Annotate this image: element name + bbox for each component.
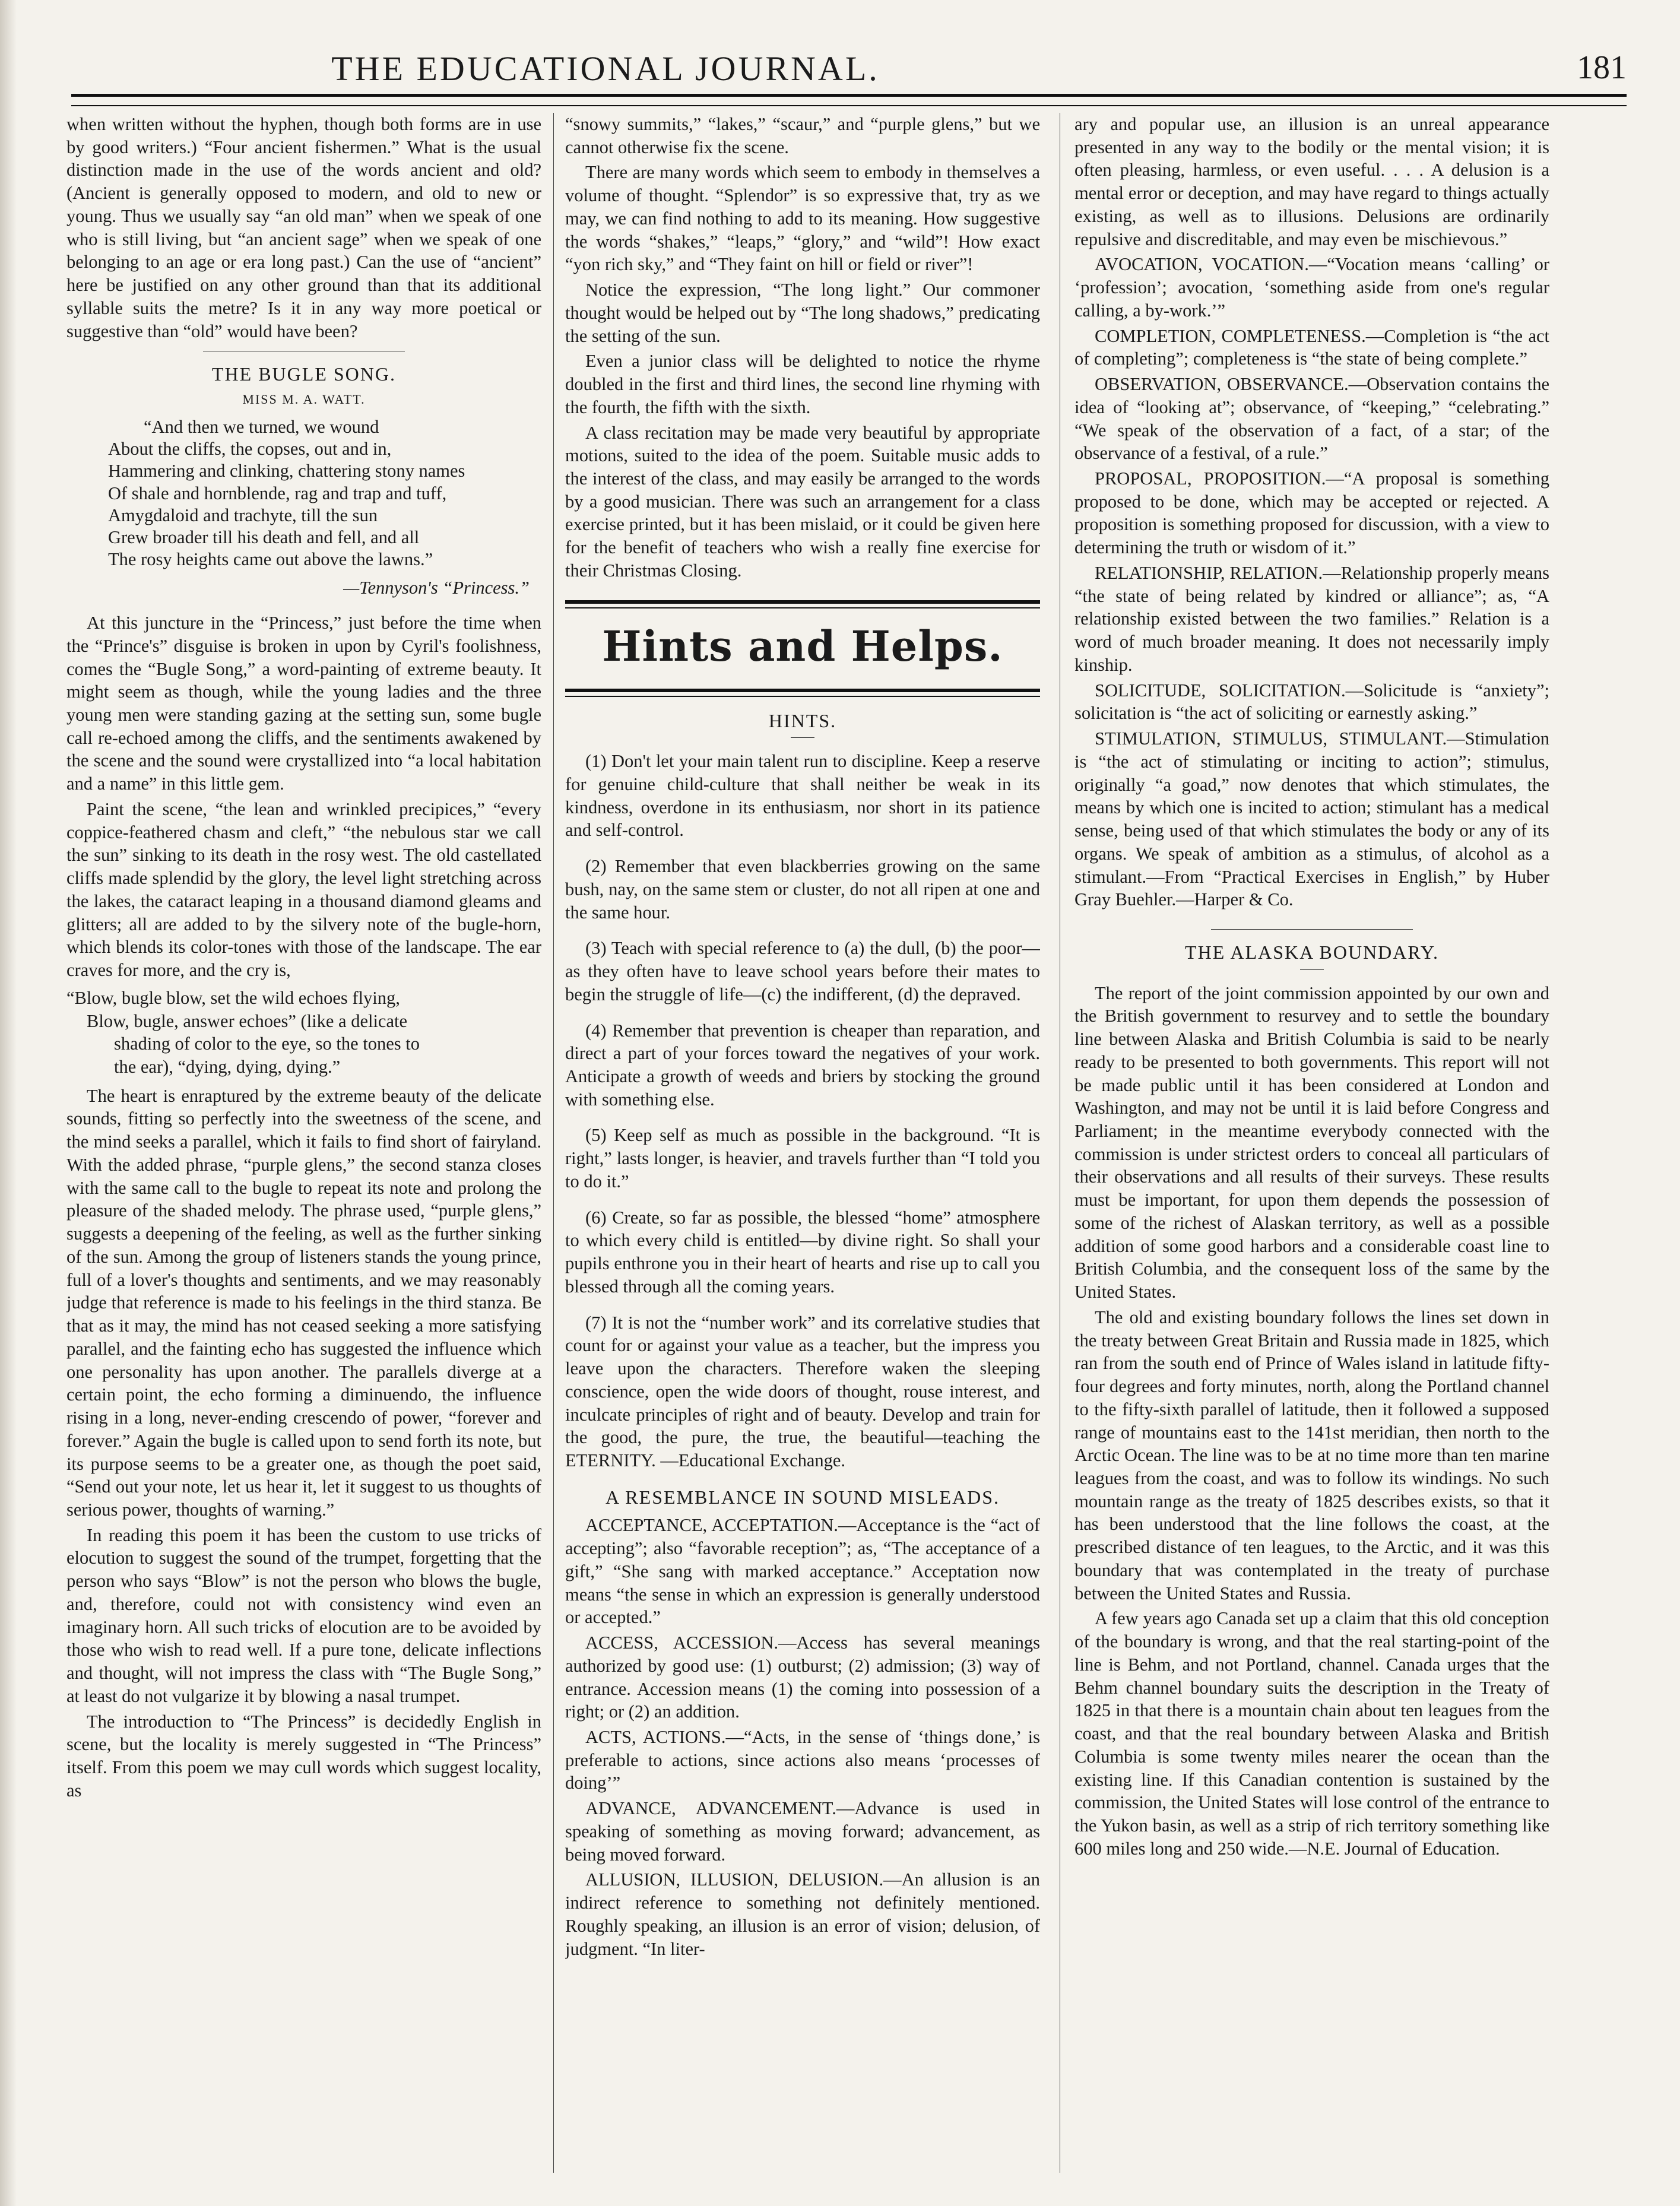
banner-rule-bottom — [565, 689, 1040, 697]
poem-block — [108, 416, 541, 570]
poem-line: Hammering and clinking, chattering stony names — [108, 461, 465, 481]
body-paragraph: There are many words which seem to embody in themselves a volume of thought. “Splendor” is so expressive that, try as we may, we can find nothing to add to its meaning. How suggestive the words “shakes,” “leaps,” “glory,” and “wild”! How exact “yon rich sky,” and “They faint on hill or field or river”! — [565, 162, 1040, 275]
body-paragraph: Paint the scene, “the lean and wrinkled precipices,” “every coppice-feathered chasm and cleft,” “the nebulous star we call the sun” sinking to its death in the rosy west. The old castellated cliffs made splendid by the glory, the level light stretching across the lakes, the cataract leaping in a thousand diamond gleams and glitters; all are added to by the silvery note of the bugle-horn, which blends its color-tones with those of the landscape. The ear craves for more, and the cry is, — [66, 798, 541, 981]
hint-item: (6) Create, so far as possible, the blessed “home” atmosphere to which every child is entitled—by divine right. So shall your pupils enthrone you in their heart of hearts and rise up to call you blessed through all the coming years. — [565, 1207, 1040, 1297]
definition-entry: AVOCATION, VOCATION.—“Vocation means ‘calling’ or ‘profession’; avocation, ‘something aside from one's regular calling, a by-work.’” — [1074, 254, 1549, 321]
column-divider — [553, 113, 554, 2173]
definition-entry: ACCEPTANCE, ACCEPTATION.—Acceptance is the “act of accepting”; also “favorable reception”; as, “The acceptance of a gift,” “She sang with marked acceptance.” Acceptation now means “the sense in which an expression is generally understood or accepted.” — [565, 1515, 1040, 1628]
hint-item: (7) It is not the “number work” and its correlative studies that count for or against your value as a teacher, but the impress you leave upon the characters. Therefore waken the sleeping conscience, open the wide doors of thought, rouse interest, and inculcate principles of right and of beauty. Develop and train for the good, the pure, the true, the beautiful—teaching the ETERNITY. —Educational Exchange. — [565, 1312, 1040, 1471]
definition-entry: RELATIONSHIP, RELATION.—Relationship properly means “the state of being related by kindred or alliance”; as, “A relationship existed between the two families.” Relation is a word of much broader meaning. It does not necessarily imply kinship. — [1074, 562, 1549, 675]
hint-item: (5) Keep self as much as possible in the background. “It is right,” lasts longer, is heavier, and travels further than “I told you to do it.” — [565, 1125, 1040, 1191]
page-header — [71, 49, 1627, 96]
definition-entry: ALLUSION, ILLUSION, DELUSION.—An allusion is an indirect reference to something not definitely mentioned. Roughly speaking, an illusion is an error of vision; delusion, of judgment. “In liter- — [565, 1869, 1040, 1959]
column-right — [1074, 113, 1549, 2173]
body-paragraph: At this juncture in the “Princess,” just before the time when the “Prince's” disguise is broken in upon by Cyril's foolishness, comes the “Bugle Song,” a word-painting of extreme beauty. It might seem as though, while the young ladies and the three young men were standing gazing at the setting sun, some bugle call re-echoed among the cliffs, and the sentiments awakened by the scene and the sound were crystallized into “a local habitation and a name” in this little gem. — [66, 613, 541, 794]
body-paragraph: A few years ago Canada set up a claim that this old conception of the boundary is wrong, and that the real starting-point of the line is Behm, and not Portland, channel. Canada urges that the Behm channel boundary suits the description in the Treaty of 1825 in that there is a mountain chain about ten leagues from the coast, and that the real boundary between Alaska and British Columbia is some twenty miles nearer the ocean than the existing line. If this Canadian contention is sustained by the commission, the United States will lose control of the entrance to the Yukon basin, as well as a strip of rich territory something like 600 miles long and 250 wide.—N.E. Journal of Education. — [1074, 1608, 1549, 1859]
column-middle — [565, 113, 1040, 2173]
alaska-divider — [1300, 969, 1324, 970]
definition-entry: ACCESS, ACCESSION.—Access has several meanings authorized by good use: (1) outburst; (2) admission; (3) way of entrance. Accession means (1) the coming into possession of a right; or (2) an addition. — [565, 1633, 1040, 1722]
definition-entry: STIMULATION, STIMULUS, STIMULANT.—Stimulation is “the act of stimulating or inciting to action”; stimulus, originally “a goad,” now denotes that which stimulates, the means by which one is incited to action; stimulant has a medical sense, being used of that which stimulates the body or any of its organs. We speak of ambition as a stimulus, of alcohol as a stimulant.—From “Practical Exercises in English,” by Huber Gray Buehler.—Harper & Co. — [1074, 728, 1549, 910]
alaska-title: THE ALASKA BOUNDARY. — [1185, 941, 1439, 963]
journal-title: THE EDUCATIONAL JOURNAL. — [331, 49, 880, 88]
poem-line: About the cliffs, the copses, out and in, — [108, 439, 392, 459]
definition-entry: ADVANCE, ADVANCEMENT.—Advance is used in speaking of something as moving forward; advancement, as being moved forward. — [565, 1798, 1040, 1865]
poem-line: “And then we turned, we wound — [144, 416, 379, 437]
bugle-song-byline: MISS M. A. WATT. — [242, 391, 366, 407]
body-paragraph: Notice the expression, “The long light.” Our commoner thought would be helped out by “The long shadows,” predicating the setting of the sun. — [565, 280, 1040, 346]
definition-entry: COMPLETION, COMPLETENESS.—Completion is “the act of completing”; completeness is “the state of being complete.” — [1074, 325, 1549, 369]
quote-line: “Blow, bugle blow, set the wild echoes flying, — [66, 987, 400, 1008]
quote-block — [66, 987, 541, 1079]
definition-entry: ary and popular use, an illusion is an unreal appearance presented in any way to the bodily or the mental vision; it is often pleasing, harmless, or even useful. . . . A delusion is a mental error or deception, and may have regard to things actually existing, as well as to illusions. Delusions are ordinarily repulsive and discreditable, and may even be mischievous.” — [1074, 114, 1549, 249]
hint-item: (3) Teach with special reference to (a) the dull, (b) the poor—as they often have to leave school years before their mates to begin the struggle of life—(c) the indifferent, (d) the depraved. — [565, 938, 1040, 1004]
quote-line: the ear), “dying, dying, dying.” — [114, 1057, 341, 1077]
definition-entry: OBSERVATION, OBSERVANCE.—Observation contains the idea of “looking at”; observance, of “keeping,” “celebrating.” “We speak of the observation of a fact, of a star; of the observance of a festival, of a rule.” — [1074, 374, 1549, 464]
intro-paragraph: when written without the hyphen, though both forms are in use by good writers.) “Four ancient fishermen.” What is the usual distinction made in the use of the words ancient and old? (Ancient is generally opposed to modern, and old to new or young. Thus we usually say “an old man” when we speak of one who is still living, but “an ancient sage” when we speak of one belonging to an age or era long past.) Can the use of “ancient” here be justified on any other ground than that its additional syllable suits the metre? Is it in any way more poetical or suggestive than “old” would have been? — [66, 114, 541, 341]
hint-item: (4) Remember that prevention is cheaper than reparation, and direct a part of your forces toward the negatives of your work. Anticipate a growth of weeds and briers by stocking the ground with something else. — [565, 1020, 1040, 1110]
column-left — [66, 113, 541, 2173]
hints-title: HINTS. — [768, 709, 837, 731]
hint-item: (1) Don't let your main talent run to discipline. Keep a reserve for genuine child-culture that shall neither be weak in its kindness, overdone in its enthusiasm, nor short in its patience and self-control. — [565, 751, 1040, 841]
poem-line: Of shale and hornblende, rag and trap and tuff, — [108, 483, 447, 503]
body-paragraph: The report of the joint commission appointed by our own and the British government to resurvey and to settle the boundary line between Alaska and British Columbia is said to be nearly ready to be presented to both governments. This report will not be made public until it has been considered at London and Washington, and may not be until it is laid before Congress and Parliament; in the meantime everybody connected with the commission is under strictest orders to conceal all particulars of their observations and all results of their surveys. These results must be important, for upon them depends the possession of some of the richest of Alaskan territory, as well as a possible addition of some good harbors and a considerable coast line to British Columbia, and the consequent loss of the same by the United States. — [1074, 982, 1549, 1302]
section-divider — [1211, 929, 1413, 930]
body-paragraph: The old and existing boundary follows the lines set down in the treaty between Great Britain and Russia made in 1825, which ran from the south end of Prince of Wales island in latitude fifty-four degrees and forty minutes, north, along the Portland channel to the fifty-sixth parallel of latitude, then it followed a supposed range of mountains east to the 141st meridian, then north to the Arctic Ocean. The line was to be at no time more than ten marine leagues from the coast, and was to follow its windings. No such mountain range as the treaty of 1825 describes exists, so that it has been understood that the line follows the coast, at the prescribed distance of ten leagues, to the Arctic, and it was this boundary that was contemplated in the treaty of purchase between the United States and Russia. — [1074, 1307, 1549, 1603]
body-paragraph: The heart is enraptured by the extreme beauty of the delicate sounds, fitting so perfectly into the sweetness of the scene, and the mind seeks a parallel, which it fails to find short of fairyland. With the added phrase, “purple glens,” the second stanza closes with the same call to the bugle to repeat its note and prolong the pleasure of the shaded melody. The phrase used, “purple glens,” suggests a deepening of the feeling, as well as the further sinking of the sun. Among the group of listeners stands the young prince, full of a lover's thoughts and sentiments, and we may reasonably judge that reference is made to his feelings in the third stanza. Be that as it may, the mind has not ceased seeking a more satisfying parallel, and the fainting echo has suggested the influence which one personality has upon another. The parallels diverge at a certain point, the echo forming a diminuendo, the influence rising in a long, never-ending crescendo of power, “forever and forever.” Again the bugle is called upon to send forth its note, but its purpose seems to be a greater one, as though the poet said, “Send out your note, let us hear it, let it suggest to us thoughts of serious power, thoughts of warning.” — [66, 1085, 541, 1520]
hints-and-helps-banner: Hints and Helps. — [602, 621, 1003, 671]
definition-entry: SOLICITUDE, SOLICITATION.—Solicitude is “anxiety”; solicitation is “the act of soliciting or earnestly asking.” — [1074, 680, 1549, 724]
definition-entry: PROPOSAL, PROPOSITION.—“A proposal is something proposed to be done, which may be accepted or rejected. A proposition is something proposed for discussion, with a view to determining the truth or wisdom of it.” — [1074, 468, 1549, 558]
header-rule — [71, 94, 1627, 106]
hints-divider — [791, 737, 814, 738]
bugle-song-title: THE BUGLE SONG. — [212, 363, 396, 385]
banner-rule-top — [565, 600, 1040, 608]
body-paragraph: In reading this poem it has been the custom to use tricks of elocution to suggest the sound of the trumpet, forgetting that the person who says “Blow” is not the person who blows the bugle, and, therefore, could not with consistency wind even an imaginary horn. All such tricks of elocution are to be avoided by those who wish to read well. If a pure tone, delicate inflections and thought, will not impress the class with “The Bugle Song,” at least do not vulgarize it by blowing a nasal trumpet. — [66, 1524, 541, 1706]
page-edge-shadow — [0, 0, 17, 2206]
body-paragraph: Even a junior class will be delighted to notice the rhyme doubled in the first and third lines, the second line rhyming with the fourth, the fifth with the sixth. — [565, 351, 1040, 417]
poem-line: The rosy heights came out above the lawns.” — [108, 549, 433, 570]
body-paragraph: A class recitation may be made very beautiful by appropriate motions, suited to the idea of the poem. Suitable music adds to the interest of the class, and may easily be arranged to the words by a good musician. There was such an arrangement for a class exercise printed, but it has been mislaid, or it could be given here for the benefit of teachers who wish a really fine exercise for their Christmas Closing. — [565, 422, 1040, 581]
quote-line: Blow, bugle, answer echoes” (like a delicate — [87, 1010, 408, 1031]
definition-entry: ACTS, ACTIONS.—“Acts, in the sense of ‘things done,’ is preferable to actions, since actions also means ‘processes of doing’” — [565, 1727, 1040, 1793]
quote-line: shading of color to the eye, so the tones to — [114, 1034, 420, 1054]
hint-item: (2) Remember that even blackberries growing on the same bush, nay, on the same stem or cluster, do not all ripen at one and the same hour. — [565, 856, 1040, 923]
poem-attribution: —Tennyson's “Princess.” — [343, 578, 530, 598]
poem-line: Grew broader till his death and fell, and all — [108, 527, 420, 547]
body-paragraph: The introduction to “The Princess” is decidedly English in scene, but the locality is merely suggested in “The Princess” itself. From this poem we may cull words which suggest locality, as — [66, 1711, 541, 1801]
poem-line: Amygdaloid and trachyte, till the sun — [108, 505, 378, 525]
page-number: 181 — [1577, 49, 1627, 86]
body-paragraph: “snowy summits,” “lakes,” “scaur,” and “purple glens,” but we cannot otherwise fix the scene. — [565, 114, 1040, 157]
resemblance-title: A RESEMBLANCE IN SOUND MISLEADS. — [605, 1486, 1000, 1508]
